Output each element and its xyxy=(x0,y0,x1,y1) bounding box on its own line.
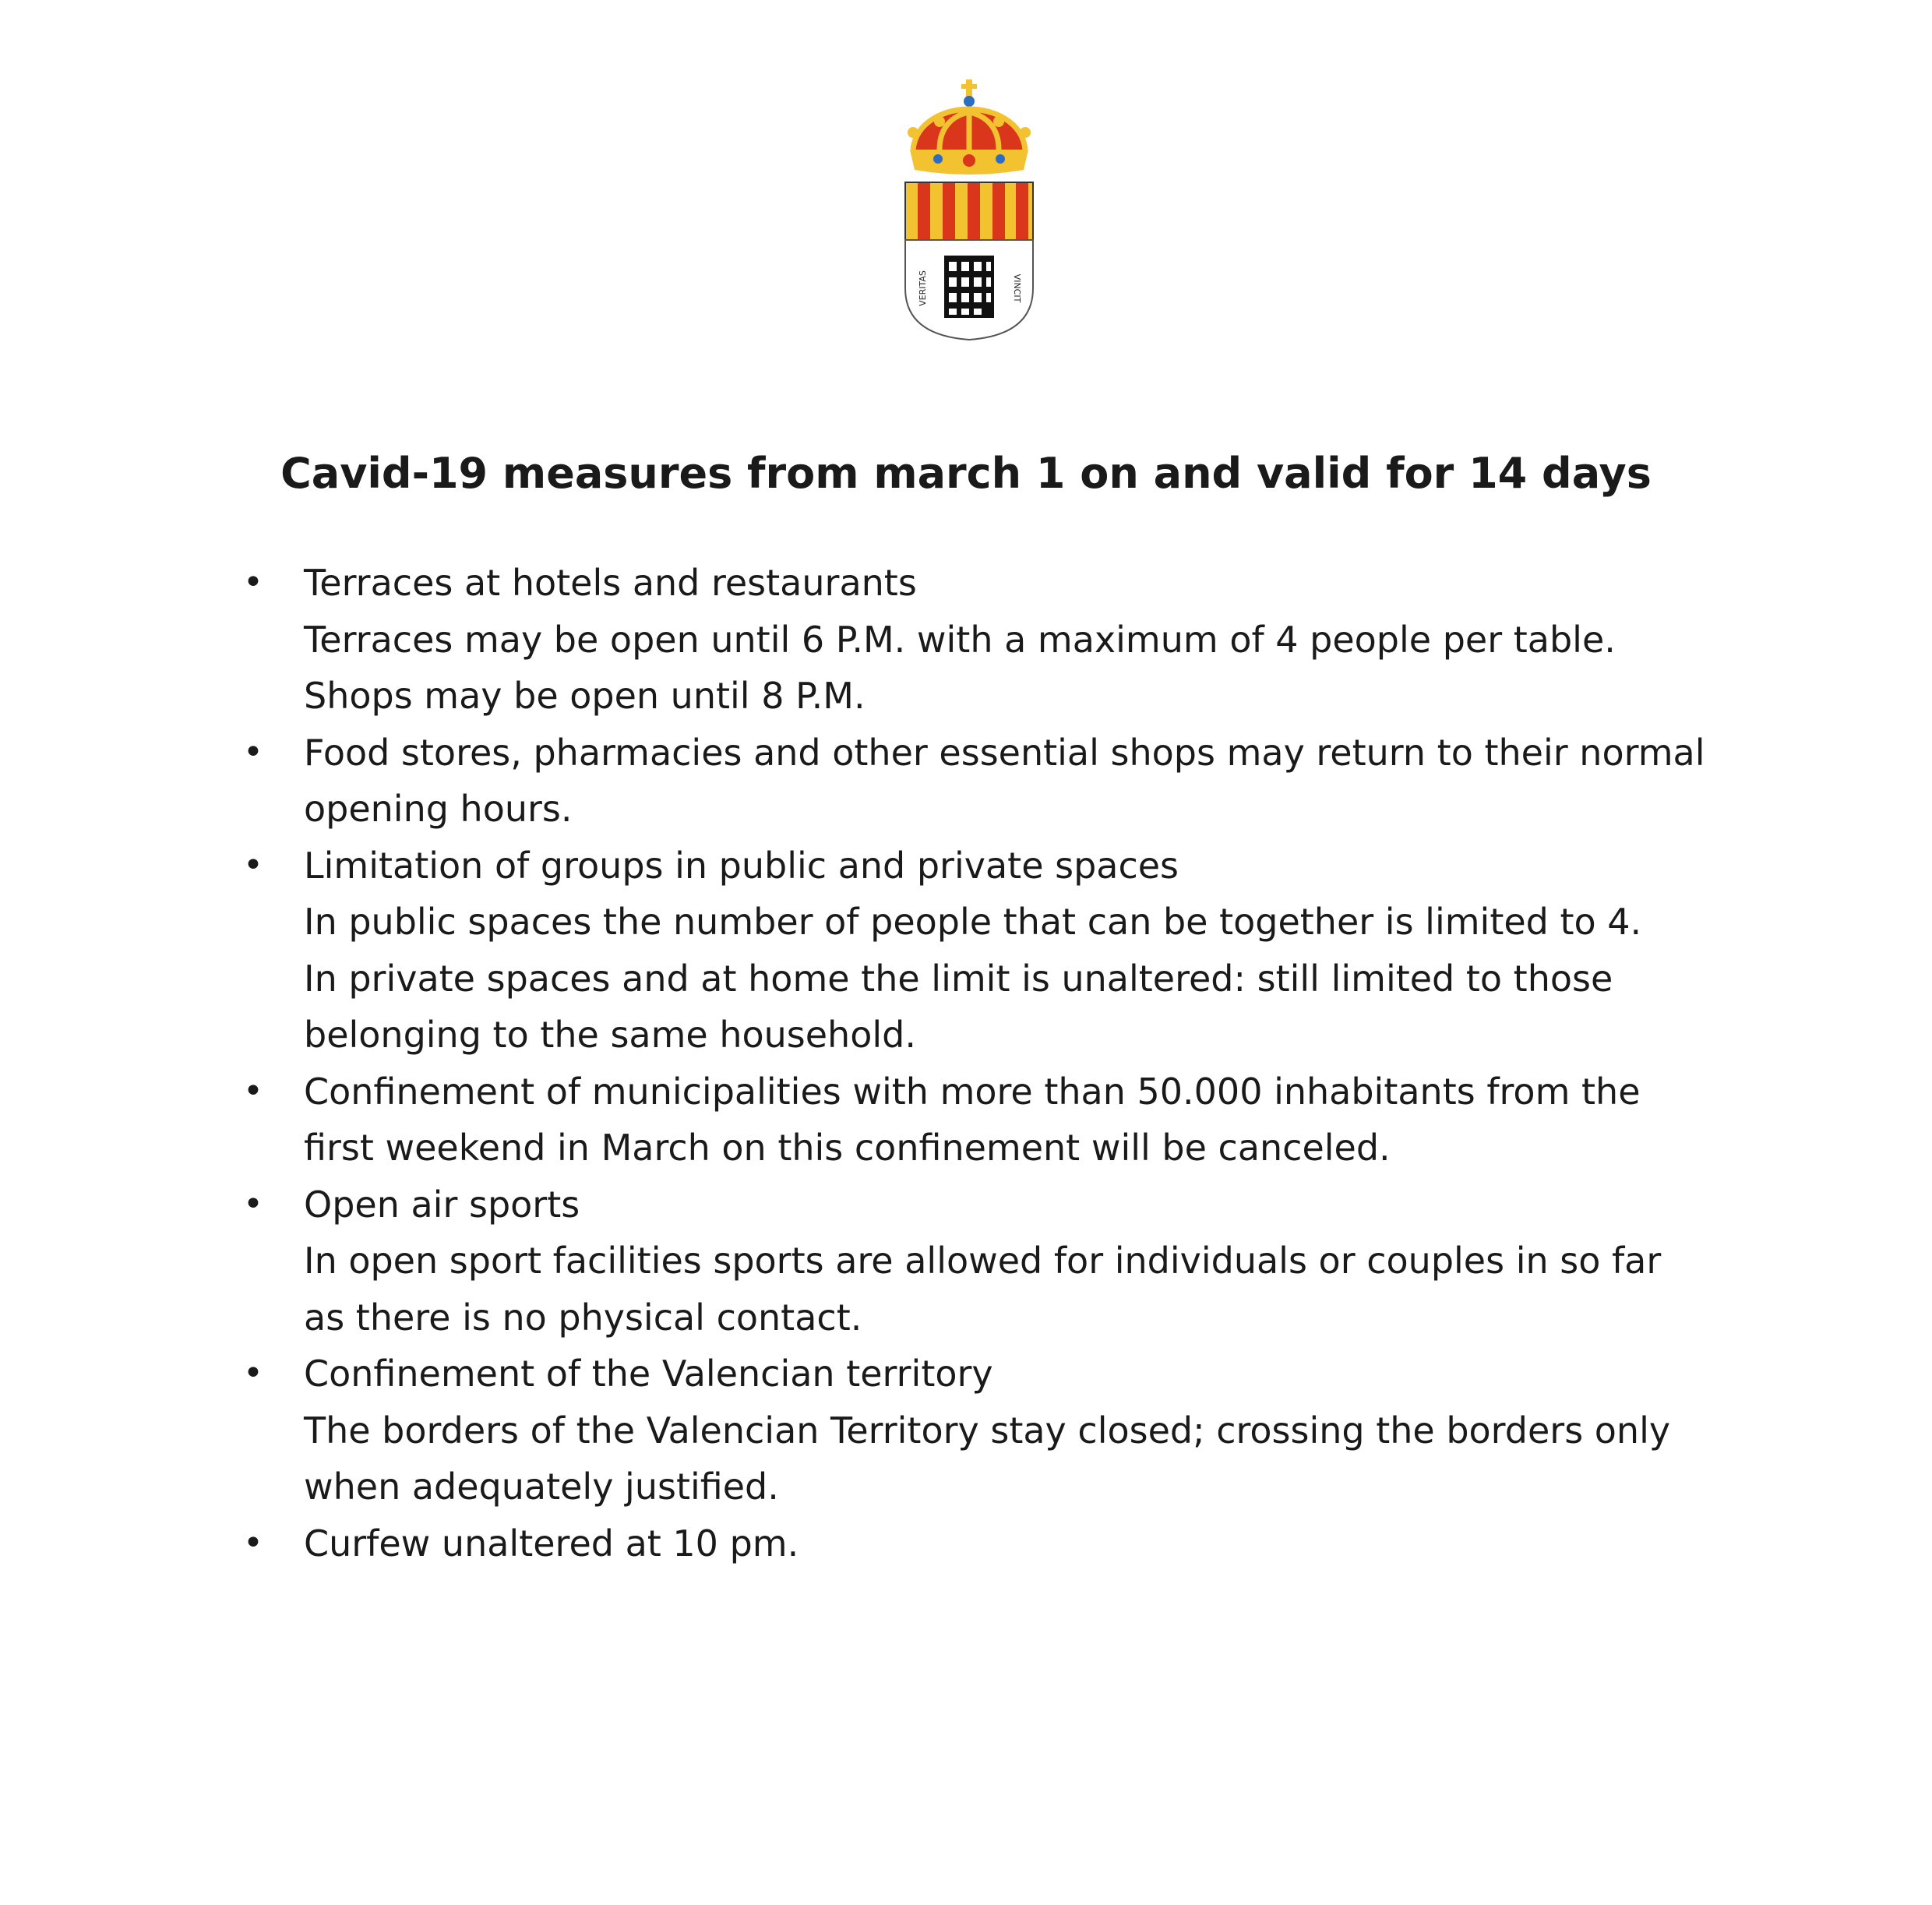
measure-item xyxy=(234,1346,1792,1515)
measure-item xyxy=(234,838,1792,1064)
measure-detail: In public spaces the number of people that can be together is limited to 4. xyxy=(304,901,1642,943)
bullet-icon: • xyxy=(243,1184,263,1224)
measure-detail: as there is no physical contact. xyxy=(304,1296,862,1339)
bullet-icon: • xyxy=(243,1071,263,1111)
coat-of-arms-icon xyxy=(899,78,1039,343)
measure-item xyxy=(234,1515,1792,1572)
measure-heading: Confinement of the Valencian territory xyxy=(304,1353,993,1395)
measure-detail: In open sport facilities sports are allowed for individuals or couples in so far xyxy=(304,1240,1662,1282)
bullet-icon: • xyxy=(243,845,263,885)
crown-orb xyxy=(964,96,975,107)
measure-item xyxy=(234,725,1792,838)
measure-item xyxy=(234,555,1792,725)
measure-item xyxy=(234,1064,1792,1177)
measure-heading: Terraces at hotels and restaurants xyxy=(304,562,917,604)
measure-detail: belonging to the same household. xyxy=(304,1014,916,1056)
measure-heading: Curfew unaltered at 10 pm. xyxy=(304,1522,799,1565)
measure-detail: opening hours. xyxy=(304,788,573,830)
measures-list xyxy=(234,555,1792,1572)
motto-right: VINCIT xyxy=(1012,273,1022,303)
measure-detail: Terraces may be open until 6 P.M. with a maximum of 4 people per table. xyxy=(304,618,1616,661)
bullet-icon: • xyxy=(243,732,263,772)
measure-heading: Food stores, pharmacies and other essential shops may return to their normal xyxy=(304,731,1705,774)
measure-heading: Open air sports xyxy=(304,1183,580,1226)
measure-detail: The borders of the Valencian Territory stay closed; crossing the borders only xyxy=(304,1409,1671,1452)
measure-detail: In private spaces and at home the limit is unaltered: still limited to those xyxy=(304,957,1613,1000)
measure-heading: Limitation of groups in public and private spaces xyxy=(304,844,1179,887)
coat-of-arms xyxy=(899,78,1039,343)
page-title: Cavid-19 measures from march 1 on and valid for 14 days xyxy=(280,449,1652,498)
measure-detail: Shops may be open until 8 P.M. xyxy=(304,675,866,717)
measure-item xyxy=(234,1177,1792,1346)
bullet-icon: • xyxy=(243,563,263,602)
motto-left: VERITAS xyxy=(918,270,928,306)
measure-detail: first weekend in March on this confinement will be canceled. xyxy=(304,1127,1391,1169)
measure-heading: Confinement of municipalities with more than 50.000 inhabitants from the xyxy=(304,1070,1641,1113)
measure-detail: when adequately justified. xyxy=(304,1466,779,1508)
bullet-icon: • xyxy=(243,1522,263,1563)
bullet-icon: • xyxy=(243,1353,263,1393)
